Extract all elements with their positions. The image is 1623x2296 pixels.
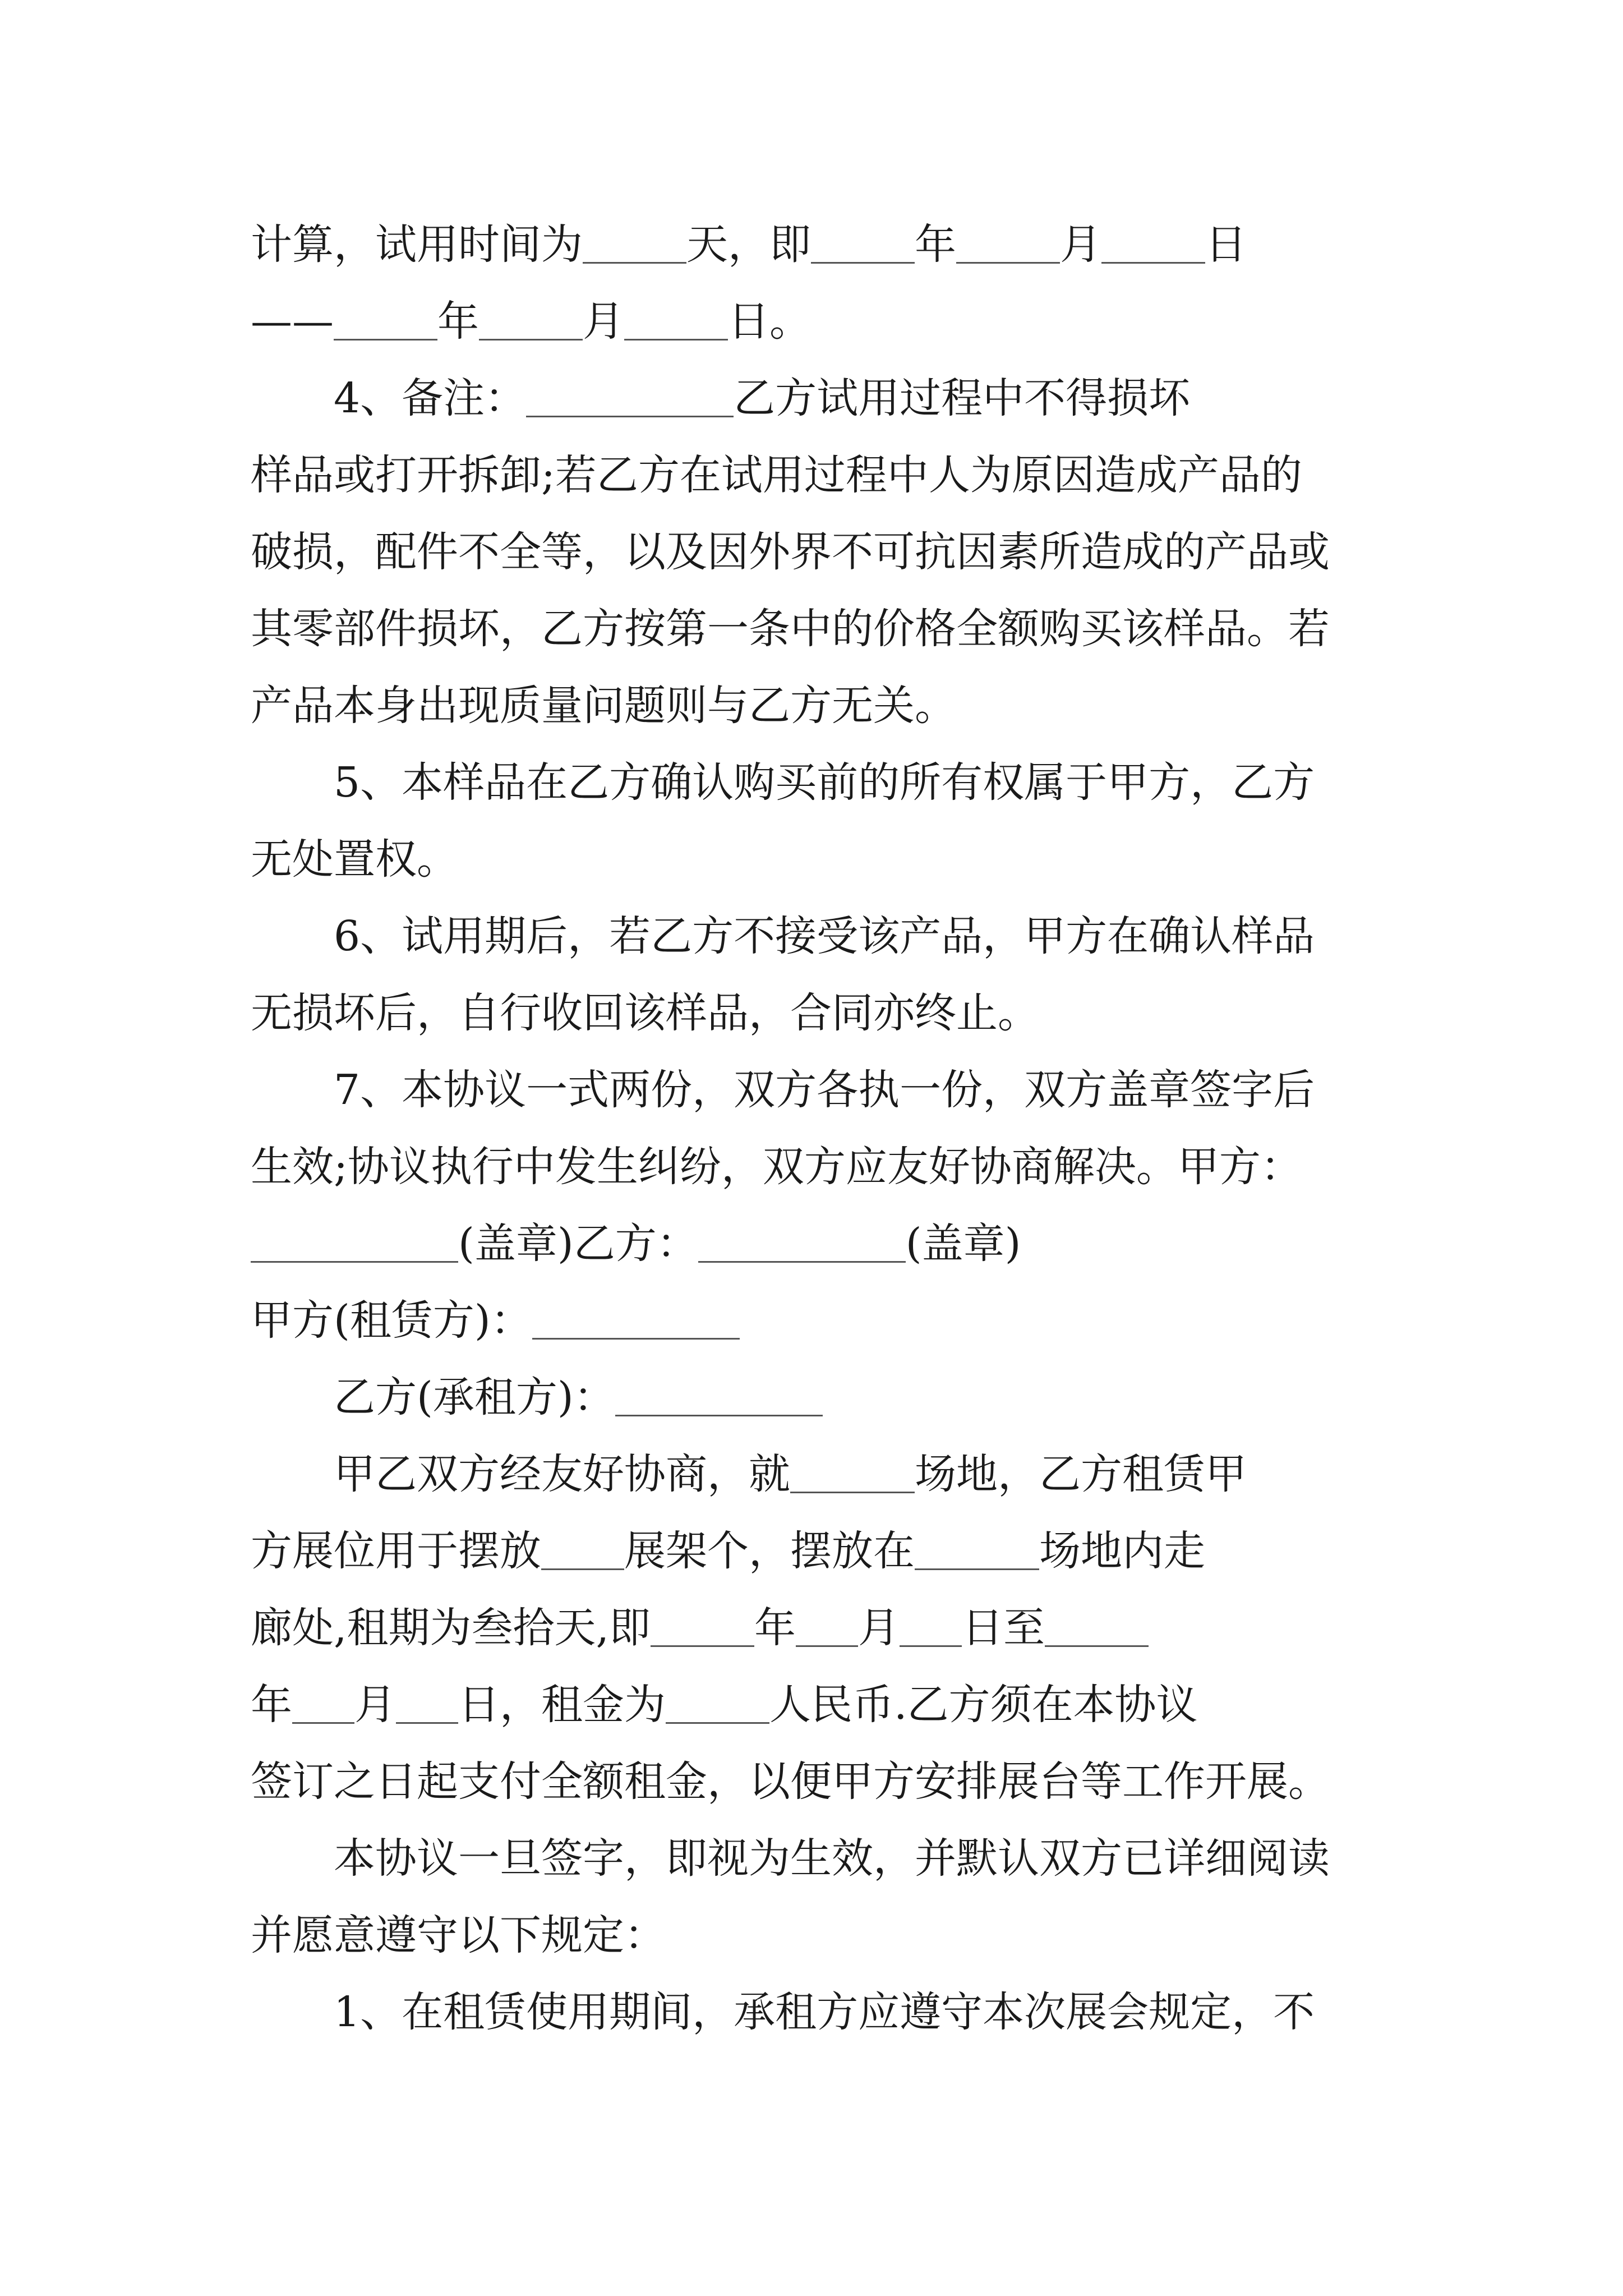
- line-text: 破损，配件不全等，以及因外界不可抗因素所造成的产品或: [251, 528, 1330, 576]
- fill-in-blank: [292, 1685, 354, 1724]
- fill-in-blank: [479, 301, 583, 341]
- line-text: 场地内走: [1039, 1527, 1205, 1575]
- line-text: 甲乙双方经友好协商，就: [334, 1450, 790, 1498]
- line-text: 无损坏后，自行收回该样品，合同亦终止。: [251, 989, 1039, 1037]
- text-line: [251, 437, 1395, 514]
- fill-in-blank: [698, 1223, 906, 1263]
- line-text: 6、试用期后，若乙方不接受该产品，甲方在确认样品: [334, 912, 1315, 960]
- text-line: [251, 1667, 1395, 1743]
- text-line: [251, 360, 1395, 437]
- line-text: 4、备注：: [334, 374, 527, 422]
- text-line: [251, 1205, 1395, 1282]
- text-line: [251, 821, 1395, 898]
- text-line: [251, 1436, 1395, 1513]
- line-text: 人民币.乙方须在本协议: [769, 1681, 1198, 1729]
- line-text: (盖章): [905, 1220, 1021, 1268]
- fill-in-blank: [915, 1531, 1039, 1570]
- line-text: 签订之日起支付全额租金，以便甲方安排展台等工作开展。: [251, 1757, 1330, 1806]
- line-text: 年: [437, 297, 479, 346]
- fill-in-blank: [1045, 1608, 1149, 1647]
- line-text: 日，租金为: [458, 1681, 666, 1729]
- line-text: 1、在租赁使用期间，承租方应遵守本次展会规定，不: [334, 1988, 1315, 2036]
- line-text: 月: [354, 1681, 396, 1729]
- text-line: [251, 975, 1395, 1052]
- text-line: [251, 1513, 1395, 1590]
- text-line: [251, 898, 1395, 975]
- text-line: [251, 1129, 1395, 1205]
- fill-in-blank: [583, 224, 686, 264]
- fill-in-blank: [956, 224, 1060, 264]
- fill-in-blank: [651, 1608, 754, 1647]
- line-text: 日。: [728, 297, 811, 346]
- line-text: 年: [754, 1604, 796, 1652]
- fill-in-blank: [666, 1685, 769, 1724]
- line-text: 乙方(承租方)：: [334, 1373, 615, 1421]
- line-text: 7、本协议一式两份，双方各执一份，双方盖章签字后: [334, 1066, 1315, 1114]
- fill-in-blank: [526, 378, 734, 417]
- text-line: [251, 1359, 1395, 1436]
- fill-in-blank: [334, 301, 437, 341]
- line-text: 年: [915, 220, 956, 269]
- fill-in-blank: [796, 1608, 858, 1647]
- line-text: 乙方试用过程中不得损坏: [734, 374, 1191, 422]
- fill-in-blank: [624, 301, 728, 341]
- line-text: ——: [251, 297, 334, 346]
- line-text: 本协议一旦签字，即视为生效，并默认双方已详细阅读: [334, 1834, 1330, 1883]
- fill-in-blank: [532, 1300, 740, 1340]
- text-line: [251, 668, 1395, 744]
- line-text: 甲方(租赁方)：: [251, 1296, 532, 1345]
- text-line: [251, 744, 1395, 821]
- line-text: 其零部件损坏，乙方按第一条中的价格全额购买该样品。若: [251, 605, 1330, 653]
- line-text: 无处置权。: [251, 835, 458, 884]
- text-line: [251, 1590, 1395, 1667]
- line-text: 5、本样品在乙方确认购买前的所有权属于甲方，乙方: [334, 758, 1315, 807]
- fill-in-blank: [541, 1531, 624, 1570]
- fill-in-blank: [615, 1377, 823, 1416]
- line-text: 日: [1205, 220, 1247, 269]
- line-text: 方展位用于摆放: [251, 1527, 541, 1575]
- fill-in-blank: [811, 224, 915, 264]
- text-line: [251, 591, 1395, 668]
- text-line: [251, 1974, 1395, 2051]
- text-line: [251, 514, 1395, 591]
- line-text: 计算，试用时间为: [251, 220, 583, 269]
- fill-in-blank: [396, 1685, 458, 1724]
- text-line: [251, 1052, 1395, 1129]
- text-line: [251, 1820, 1395, 1897]
- text-line: [251, 1897, 1395, 1974]
- line-text: 展架个，摆放在: [624, 1527, 915, 1575]
- document-body: [251, 206, 1395, 2051]
- fill-in-blank: [1101, 224, 1205, 264]
- text-line: [251, 1743, 1395, 1820]
- line-text: 天，即: [686, 220, 811, 269]
- fill-in-blank: [790, 1454, 915, 1493]
- line-text: 月: [583, 297, 624, 346]
- line-text: 月: [1060, 220, 1101, 269]
- text-line: [251, 206, 1395, 283]
- text-line: [251, 283, 1395, 360]
- line-text: 场地，乙方租赁甲: [915, 1450, 1247, 1498]
- line-text: (盖章)乙方：: [458, 1220, 698, 1268]
- line-text: 生效;协议执行中发生纠纷，双方应友好协商解决。甲方：: [251, 1143, 1302, 1191]
- line-text: 年: [251, 1681, 292, 1729]
- line-text: 产品本身出现质量问题则与乙方无关。: [251, 682, 956, 730]
- fill-in-blank: [251, 1223, 458, 1263]
- fill-in-blank: [900, 1608, 962, 1647]
- line-text: 廊处,租期为叁拾天,即: [251, 1604, 651, 1652]
- line-text: 样品或打开拆卸;若乙方在试用过程中人为原因造成产品的: [251, 451, 1302, 499]
- line-text: 日至: [962, 1604, 1045, 1652]
- text-line: [251, 1282, 1395, 1359]
- line-text: 并愿意遵守以下规定：: [251, 1911, 666, 1959]
- line-text: 月: [858, 1604, 900, 1652]
